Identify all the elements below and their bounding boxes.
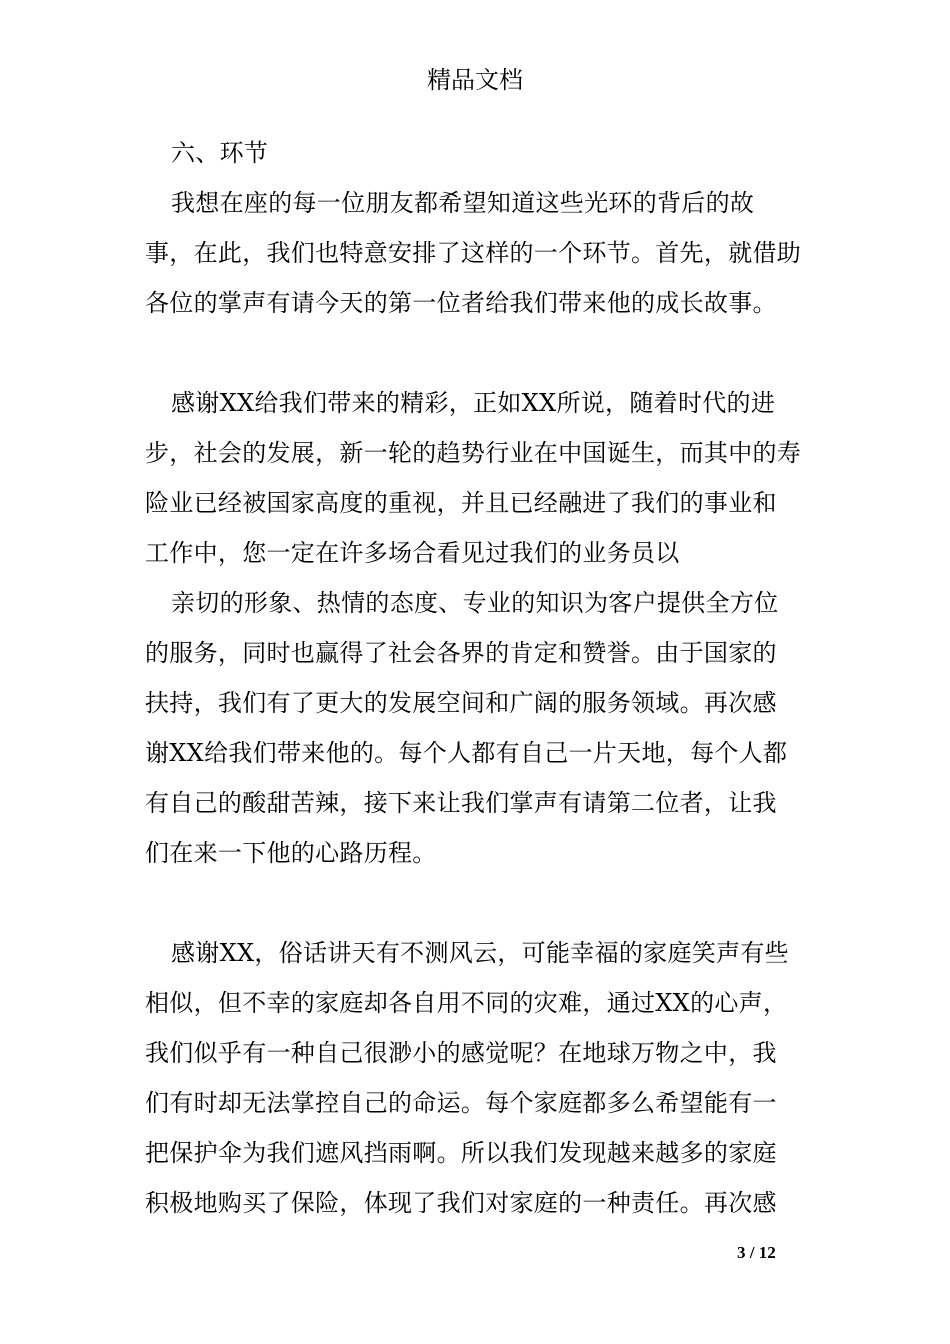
paragraph-line: 相似，但不幸的家庭却各自用不同的灾难，通过XX的心声， bbox=[145, 989, 788, 1017]
paragraph-line: 感谢XX给我们带来的精彩，正如XX所说，随着时代的进 bbox=[171, 389, 776, 417]
paragraph-line: 步，社会的发展，新一轮的趋势行业在中国诞生，而其中的寿 bbox=[145, 439, 802, 467]
blank-line bbox=[145, 328, 810, 378]
blank-line bbox=[145, 878, 810, 928]
paragraph-line: 各位的掌声有请今天的第一位者给我们带来他的成长故事。 bbox=[145, 289, 777, 317]
paragraph-line: 险业已经被国家高度的重视，并且已经融进了我们的事业和 bbox=[145, 489, 777, 517]
page-number: 3 / 12 bbox=[737, 1243, 776, 1262]
paragraph-line: 扶持，我们有了更大的发展空间和广阔的服务领域。再次感 bbox=[145, 689, 777, 717]
paragraph-line: 亲切的形象、热情的态度、专业的知识为客户提供全方位 bbox=[171, 589, 779, 617]
paragraph-line: 谢XX给我们带来他的。每个人都有自己一片天地，每个人都 bbox=[145, 739, 788, 767]
document-header: 精品文档 bbox=[427, 66, 523, 94]
section-heading: 六、环节 bbox=[171, 139, 269, 167]
paragraph-line: 事，在此，我们也特意安排了这样的一个环节。首先，就借助 bbox=[145, 239, 802, 267]
document-body bbox=[145, 128, 810, 1228]
paragraph-line: 们有时却无法掌控自己的命运。每个家庭都多么希望能有一 bbox=[145, 1089, 777, 1117]
paragraph-line: 有自己的酸甜苦辣，接下来让我们掌声有请第二位者，让我 bbox=[145, 789, 777, 817]
paragraph-line: 把保护伞为我们遮风挡雨啊。所以我们发现越来越多的家庭 bbox=[145, 1139, 777, 1167]
paragraph-line: 我想在座的每一位朋友都希望知道这些光环的背后的故 bbox=[171, 189, 755, 217]
paragraph-line: 的服务，同时也赢得了社会各界的肯定和赞誉。由于国家的 bbox=[145, 639, 777, 667]
paragraph-line: 们在来一下他的心路历程。 bbox=[145, 839, 437, 867]
paragraph-line: 我们似乎有一种自己很渺小的感觉呢？在地球万物之中，我 bbox=[145, 1039, 777, 1067]
paragraph-line: 积极地购买了保险，体现了我们对家庭的一种责任。再次感 bbox=[145, 1189, 777, 1217]
paragraph-line: 感谢XX，俗话讲天有不测风云，可能幸福的家庭笑声有些 bbox=[171, 939, 789, 967]
paragraph-line: 工作中，您一定在许多场合看见过我们的业务员以 bbox=[145, 539, 680, 567]
